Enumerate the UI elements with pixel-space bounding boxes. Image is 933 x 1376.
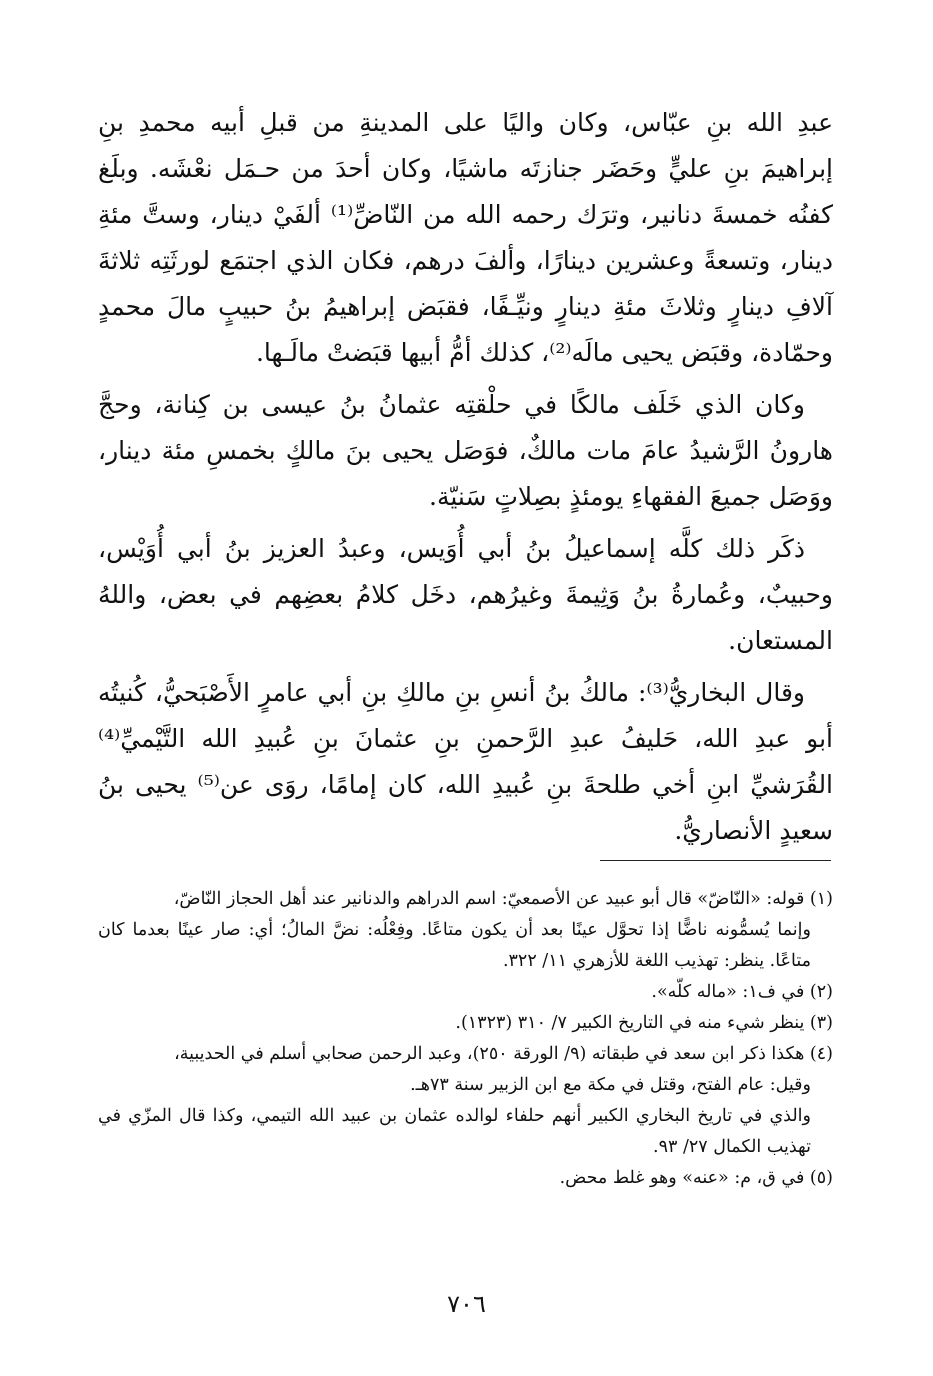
paragraph: وقال البخاريُّ⁽³⁾: مالكُ بنُ أنسِ بنِ مالكِ بنِ أبي عامرٍ الأَصْبَحيُّ، كُنيتُه أبو عبدِ الله، حَليفُ عبدِ الرَّحمنِ بنِ عثمانَ بنِ عُبيدِ الله التَّيْميِّ⁽⁴⁾ القُرَشيِّ ابنِ أخي طلحةَ بنِ عُبيدِ الله، كان إمامًا، روَى عن⁽⁵⁾ يحيى بنُ سعيدٍ الأنصاريُّ.	[98, 678, 834, 845]
footnotes-section	[98, 884, 833, 1194]
footnote: (١) قوله: «النّاضّ» قال أبو عبيد عن الأصمعيّ: اسم الدراهم والدنانير عند أهل الحجاز النّاضّ،	[173, 889, 833, 909]
main-text-body	[98, 100, 833, 854]
footnote-continuation: وقيل: عام الفتح، وقتل في مكة مع ابن الزبير سنة ٧٣هـ.	[410, 1075, 811, 1095]
footnote: (٥) في ق، م: «عنه» وهو غلط محض.	[559, 1168, 833, 1188]
paragraph: وكان الذي خَلَف مالكًا في حلْقتِه عثمانُ بنُ عيسى بن كِنانة، وحجَّ هارونُ الرَّشيدُ عامَ مات مالكٌ، فوَصَل يحيى بنَ مالكٍ بخمسِ مئة دينار، ووَصَل جميعَ الفقهاءِ يومئذٍ بصِلاتٍ سَنيّة.	[98, 390, 833, 511]
footnote-continuation: وإنما يُسمُّونه ناضًّا إذا تحوَّل عينًا بعد أن يكون متاعًا. وفِعْلُه: نضَّ المالُ؛ أي: صار عينًا بعدما كان متاعًا. ينظر: تهذيب اللغة للأزهري ١١/ ٣٢٢.	[98, 920, 811, 971]
footnote-continuation: والذي في تاريخ البخاري الكبير أنهم حلفاء لوالده عثمان بن عبيد الله التيمي، وكذا قال المزّي في تهذيب الكمال ٢٧/ ٩٣.	[98, 1106, 811, 1157]
paragraph: عبدِ الله بنِ عبّاس، وكان واليًا على المدينةِ من قبلِ أبيه محمدِ بنِ إبراهيمَ بنِ عليٍّ وحَضَر جنازتَه ماشيًا، وكان أحدَ من حـمَل نعْشَه. وبلَغ كفنُه خمسةَ دنانير، وترَك رحمه الله من النّاضِّ⁽¹⁾ ألفَيْ دينار، وستَّ مئةِ دينار، وتسعةً وعشرين دينارًا، وألفَ درهم، فكان الذي اجتمَع لورثَتِه ثلاثةَ آلافِ دينارٍ وثلاثَ مئةِ دينارٍ ونيِّـفًا، فقبَض إبراهيمُ بنُ حبيبٍ مالَ محمدٍ وحمّادة، وقبَض يحيى مالَه⁽²⁾، كذلك أمُّ أبيها قبَضتْ مالَـها.	[98, 108, 833, 367]
paragraph: ذكَر ذلك كلَّه إسماعيلُ بنُ أبي أُوَيس، وعبدُ العزيز بنُ أبي أُوَيْس، وحبيبٌ، وعُمارةُ بنُ وَثِيمةَ وغيرُهم، دخَل كلامُ بعضِهم في بعض، واللهُ المستعان.	[98, 534, 833, 655]
footnote: (٤) هكذا ذكر ابن سعد في طبقاته (٩/ الورقة ٢٥٠)، وعبد الرحمن صحابي أسلم في الحديبية،	[174, 1044, 833, 1064]
footnote-separator	[600, 860, 831, 861]
page-number: ٧٠٦	[447, 1290, 486, 1318]
footnote: (٢) في ف١: «ماله كلّه».	[651, 982, 833, 1002]
footnote: (٣) ينظر شيء منه في التاريخ الكبير ٧/ ٣١٠ (١٣٢٣).	[455, 1013, 833, 1033]
